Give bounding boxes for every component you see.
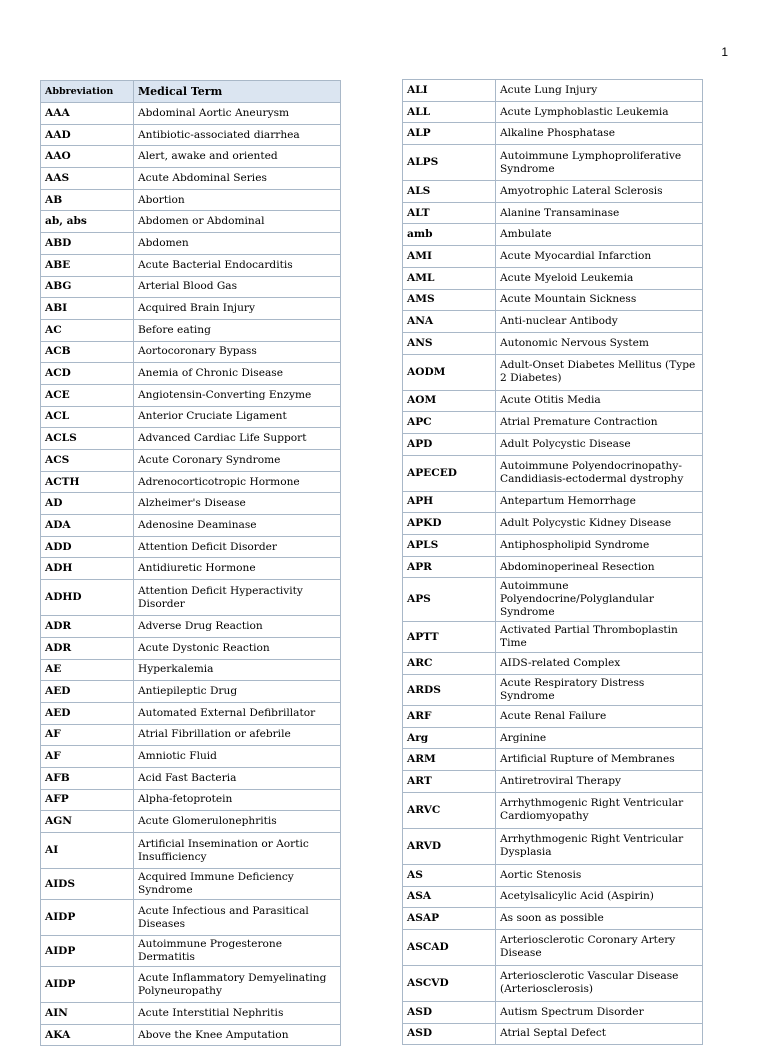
table-row [41,936,341,967]
abbreviation-cell: ACD [41,363,134,385]
abbreviation-cell: AGN [41,811,134,833]
medical-term-cell: Autism Spectrum Disorder [496,1001,703,1023]
abbreviation-cell: ADH [41,558,134,580]
table-row [403,101,703,123]
medical-term-cell: Acute Respiratory Distress Syndrome [496,675,703,706]
table-row [41,493,341,515]
abbreviation-cell: ARVC [403,792,496,828]
medical-term-cell: Acute Glomerulonephritis [134,811,341,833]
medical-term-cell: Acetylsalicylic Acid (Aspirin) [496,886,703,908]
table-row [403,123,703,145]
abbreviation-cell: ABD [41,233,134,255]
abbreviation-cell: APS [403,578,496,622]
table-row [403,965,703,1001]
medical-term-cell: Acquired Immune Deficiency Syndrome [134,869,341,900]
abbreviation-cell: AML [403,267,496,289]
medical-term-cell: Amyotrophic Lateral Sclerosis [496,181,703,203]
abbreviation-cell: ASA [403,886,496,908]
table-row [41,681,341,703]
abbreviation-cell: Arg [403,727,496,749]
medical-term-cell: Anemia of Chronic Disease [134,363,341,385]
medical-term-cell: Attention Deficit Disorder [134,536,341,558]
medical-term-cell: Alpha-fetoprotein [134,789,341,811]
table-row [403,80,703,102]
abbreviation-cell: ADD [41,536,134,558]
medical-term-cell: Atrial Septal Defect [496,1023,703,1045]
abbreviation-cell: AKA [41,1024,134,1046]
abbreviation-cell: ARM [403,749,496,771]
table-row [403,145,703,181]
table-row [41,211,341,233]
medical-term-cell: Alzheimer's Disease [134,493,341,515]
abbreviation-cell: ABG [41,276,134,298]
abbreviation-cell: AF [41,724,134,746]
table-row [41,276,341,298]
abbreviation-cell: APECED [403,455,496,491]
medical-term-cell: Autonomic Nervous System [496,332,703,354]
table-row [41,746,341,768]
medical-term-cell: Automated External Defibrillator [134,702,341,724]
table-row [403,390,703,412]
table-row [41,900,341,936]
table-row [41,450,341,472]
abbreviation-cell: AMI [403,246,496,268]
table-row [403,929,703,965]
table-row [41,103,341,125]
table-row [403,675,703,706]
medical-term-cell: Abdomen [134,233,341,255]
table-row [41,580,341,616]
table-row [403,653,703,675]
table-row [41,637,341,659]
abbreviation-cell: ASAP [403,908,496,930]
table-row [41,319,341,341]
abbreviation-cell: ASD [403,1023,496,1045]
medical-term-cell: Before eating [134,319,341,341]
table-row [41,702,341,724]
table-row [403,455,703,491]
medical-term-cell: Alert, awake and oriented [134,146,341,168]
abbreviation-cell: ARVD [403,828,496,864]
table-row [403,224,703,246]
table-row [403,354,703,390]
medical-term-cell: Acute Mountain Sickness [496,289,703,311]
table-row [41,833,341,869]
table-row [403,535,703,557]
medical-term-cell: Ambulate [496,224,703,246]
abbreviation-cell: ab, abs [41,211,134,233]
table-row [41,384,341,406]
abbreviation-cell: ADR [41,616,134,638]
medical-term-cell: Anterior Cruciate Ligament [134,406,341,428]
abbreviation-cell: amb [403,224,496,246]
abbreviation-cell: AB [41,189,134,211]
abbreviation-cell: ARF [403,706,496,728]
table-row [403,622,703,653]
table-row [41,363,341,385]
abbreviation-cell: ACL [41,406,134,428]
table-row [41,124,341,146]
table-row [41,616,341,638]
table-row [41,341,341,363]
medical-term-cell: Autoimmune Polyendocrinopathy-Candidiasis-ectodermal dystrophy [496,455,703,491]
medical-term-cell: Adult-Onset Diabetes Mellitus (Type 2 Diabetes) [496,354,703,390]
header-medical-term: Medical Term [134,81,341,103]
header-abbreviation: Abbreviation [41,81,134,103]
medical-term-cell: Acute Inflammatory Demyelinating Polyneuropathy [134,967,341,1003]
medical-term-cell: Adverse Drug Reaction [134,616,341,638]
medical-term-cell: Aortic Stenosis [496,864,703,886]
medical-term-cell: Abdominoperineal Resection [496,556,703,578]
table-row [41,767,341,789]
abbreviation-cell: AED [41,681,134,703]
medical-term-cell: Abdominal Aortic Aneurysm [134,103,341,125]
table-row [41,789,341,811]
medical-term-cell: Acute Myocardial Infarction [496,246,703,268]
medical-term-cell: Autoimmune Lymphoproliferative Syndrome [496,145,703,181]
medical-term-cell: Adult Polycystic Disease [496,433,703,455]
table-row [41,869,341,900]
table-row [41,254,341,276]
abbreviation-cell: ARC [403,653,496,675]
table-row [41,146,341,168]
table-row [403,412,703,434]
table-row [41,515,341,537]
medical-term-cell: Antiphospholipid Syndrome [496,535,703,557]
abbreviation-cell: ADR [41,637,134,659]
abbreviation-cell: ALPS [403,145,496,181]
medical-term-cell: Arrhythmogenic Right Ventricular Dysplasia [496,828,703,864]
table-row [41,471,341,493]
medical-term-cell: Acute Interstitial Nephritis [134,1003,341,1025]
abbreviation-cell: ALP [403,123,496,145]
table-row [403,289,703,311]
table-row [41,1024,341,1046]
abbreviation-cell: ACS [41,450,134,472]
table-row [403,886,703,908]
page-number: 1 [721,45,728,59]
abbreviation-cell: APC [403,412,496,434]
medical-term-cell: Adult Polycystic Kidney Disease [496,513,703,535]
table-row [41,168,341,190]
table-row [403,311,703,333]
table-row [403,792,703,828]
table-row [403,578,703,622]
medical-term-cell: Acquired Brain Injury [134,298,341,320]
abbreviation-cell: ALT [403,202,496,224]
abbreviation-cell: AFB [41,767,134,789]
medical-term-cell: Antidiuretic Hormone [134,558,341,580]
table-row [41,967,341,1003]
medical-term-cell: Adenosine Deaminase [134,515,341,537]
abbreviation-cell: AIN [41,1003,134,1025]
abbreviation-cell: ALS [403,181,496,203]
medical-term-cell: Acid Fast Bacteria [134,767,341,789]
medical-term-cell: Autoimmune Progesterone Dermatitis [134,936,341,967]
table-row [403,908,703,930]
table-row [403,771,703,793]
abbreviation-cell: AAS [41,168,134,190]
table-row [41,189,341,211]
abbreviation-cell: AAO [41,146,134,168]
medical-term-cell: Antiepileptic Drug [134,681,341,703]
abbreviation-cell: ASD [403,1001,496,1023]
abbreviation-cell: ACLS [41,428,134,450]
medical-term-cell: Acute Renal Failure [496,706,703,728]
abbreviation-cell: AC [41,319,134,341]
medical-term-cell: Acute Infectious and Parasitical Diseases [134,900,341,936]
table-header-row [41,81,341,103]
medical-term-cell: Abortion [134,189,341,211]
abbreviation-cell: APLS [403,535,496,557]
table-row [403,202,703,224]
abbreviation-cell: APTT [403,622,496,653]
abbreviation-cell: ACE [41,384,134,406]
medical-term-cell: Abdomen or Abdominal [134,211,341,233]
table-row [403,864,703,886]
abbreviation-cell: ART [403,771,496,793]
medical-term-cell: Antibiotic-associated diarrhea [134,124,341,146]
abbreviation-cell: ASCAD [403,929,496,965]
abbreviation-cell: APKD [403,513,496,535]
table-row [41,536,341,558]
medical-term-cell: Arteriosclerotic Vascular Disease (Arteriosclerosis) [496,965,703,1001]
abbreviation-cell: ALL [403,101,496,123]
abbreviation-cell: AAD [41,124,134,146]
table-row [41,428,341,450]
table-row [403,556,703,578]
abbreviation-cell: ASCVD [403,965,496,1001]
table-row [41,406,341,428]
medical-term-cell: Amniotic Fluid [134,746,341,768]
abbreviation-cell: AIDS [41,869,134,900]
abbreviation-cell: AIDP [41,967,134,1003]
medical-term-cell: Arginine [496,727,703,749]
table-row [41,724,341,746]
abbreviation-cell: AODM [403,354,496,390]
medical-term-cell: Attention Deficit Hyperactivity Disorder [134,580,341,616]
medical-term-cell: As soon as possible [496,908,703,930]
abbreviation-cell: AIDP [41,936,134,967]
abbreviation-cell: AOM [403,390,496,412]
table-row [41,811,341,833]
abbreviation-cell: AD [41,493,134,515]
medical-term-cell: Acute Coronary Syndrome [134,450,341,472]
medical-term-cell: Acute Abdominal Series [134,168,341,190]
abbreviation-cell: AI [41,833,134,869]
medical-term-cell: Artificial Insemination or Aortic Insufficiency [134,833,341,869]
table-row [403,267,703,289]
medical-term-cell: Alanine Transaminase [496,202,703,224]
table-row [403,433,703,455]
medical-term-cell: Acute Dystonic Reaction [134,637,341,659]
abbreviation-cell: APR [403,556,496,578]
abbreviation-cell: ACB [41,341,134,363]
abbreviation-cell: ALI [403,80,496,102]
abbreviation-cell: APD [403,433,496,455]
table-row [41,298,341,320]
abbreviation-cell: ABI [41,298,134,320]
medical-term-cell: Angiotensin-Converting Enzyme [134,384,341,406]
medical-term-cell: Acute Bacterial Endocarditis [134,254,341,276]
abbreviation-cell: AAA [41,103,134,125]
table-row [403,513,703,535]
table-row [403,491,703,513]
table-row [403,1001,703,1023]
abbreviation-cell: ANS [403,332,496,354]
abbreviation-cell: AIDP [41,900,134,936]
medical-term-cell: Arrhythmogenic Right Ventricular Cardiomyopathy [496,792,703,828]
medical-term-cell: Hyperkalemia [134,659,341,681]
medical-term-cell: Adrenocorticotropic Hormone [134,471,341,493]
table-row [41,558,341,580]
medical-term-cell: Antiretroviral Therapy [496,771,703,793]
abbreviation-cell: ABE [41,254,134,276]
abbreviation-cell: AS [403,864,496,886]
table-row [403,332,703,354]
table-row [41,659,341,681]
medical-term-cell: AIDS-related Complex [496,653,703,675]
table-row [41,233,341,255]
table-row [41,1003,341,1025]
abbreviation-cell: AED [41,702,134,724]
abbreviation-cell: AF [41,746,134,768]
medical-term-cell: Alkaline Phosphatase [496,123,703,145]
medical-term-cell: Acute Otitis Media [496,390,703,412]
abbreviation-table-left [40,80,341,1046]
medical-term-cell: Antepartum Hemorrhage [496,491,703,513]
abbreviation-cell: APH [403,491,496,513]
medical-term-cell: Arteriosclerotic Coronary Artery Disease [496,929,703,965]
table-row [403,181,703,203]
table-row [403,727,703,749]
medical-term-cell: Acute Lung Injury [496,80,703,102]
abbreviation-cell: ADA [41,515,134,537]
medical-term-cell: Atrial Fibrillation or afebrile [134,724,341,746]
medical-term-cell: Artificial Rupture of Membranes [496,749,703,771]
medical-term-cell: Atrial Premature Contraction [496,412,703,434]
medical-term-cell: Autoimmune Polyendocrine/Polyglandular Syndrome [496,578,703,622]
table-row [403,828,703,864]
abbreviation-cell: AMS [403,289,496,311]
abbreviation-table-right [402,79,703,1045]
abbreviation-cell: AE [41,659,134,681]
medical-term-cell: Advanced Cardiac Life Support [134,428,341,450]
medical-term-cell: Activated Partial Thromboplastin Time [496,622,703,653]
abbreviation-cell: ADHD [41,580,134,616]
medical-term-cell: Above the Knee Amputation [134,1024,341,1046]
table-row [403,1023,703,1045]
abbreviation-cell: ARDS [403,675,496,706]
abbreviation-cell: ANA [403,311,496,333]
medical-term-cell: Acute Myeloid Leukemia [496,267,703,289]
medical-term-cell: Anti-nuclear Antibody [496,311,703,333]
table-row [403,706,703,728]
medical-term-cell: Aortocoronary Bypass [134,341,341,363]
abbreviation-cell: ACTH [41,471,134,493]
medical-term-cell: Acute Lymphoblastic Leukemia [496,101,703,123]
table-row [403,749,703,771]
medical-term-cell: Arterial Blood Gas [134,276,341,298]
table-row [403,246,703,268]
abbreviation-cell: AFP [41,789,134,811]
